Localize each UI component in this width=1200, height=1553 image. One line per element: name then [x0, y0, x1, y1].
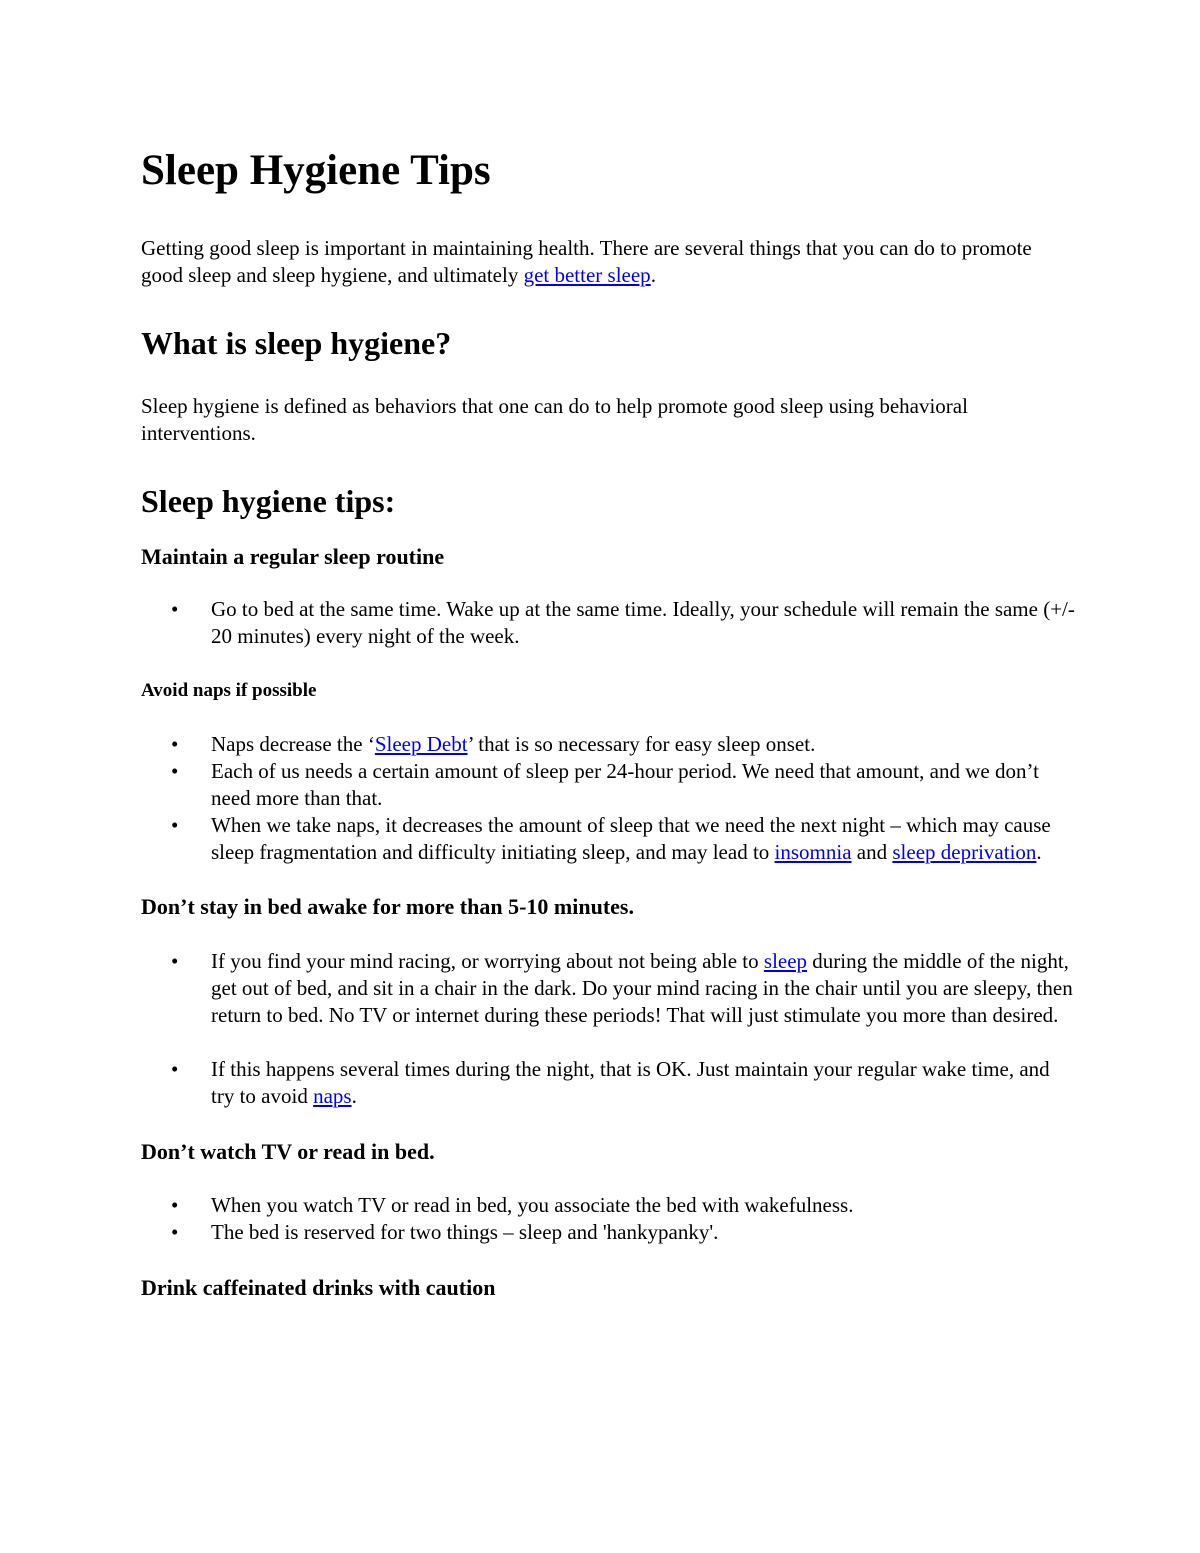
- sleep-debt-link[interactable]: Sleep Debt: [374, 732, 468, 756]
- bullet-icon: •: [171, 949, 179, 973]
- routine-heading: Maintain a regular sleep routine: [141, 544, 445, 569]
- list-item-text: When we take naps, it decreases the amount of sleep that we need the next night – which may cause sleep fragmentation and difficulty initiating sleep, and may lead to: [211, 813, 1051, 864]
- list-item-text: ’ that is so necessary for easy sleep onset.: [467, 732, 816, 756]
- bullet-icon: •: [171, 732, 179, 756]
- get-better-sleep-link[interactable]: get better sleep: [523, 263, 651, 287]
- list-item-text: Naps decrease the ‘: [211, 732, 375, 756]
- bullet-icon: •: [171, 1193, 179, 1217]
- bullet-icon: •: [171, 1220, 179, 1244]
- intro-text-end: .: [650, 263, 656, 287]
- list-item-text: .: [351, 1084, 357, 1108]
- bullet-icon: •: [171, 1057, 179, 1081]
- list-item: [141, 1192, 1076, 1219]
- what-heading: What is sleep hygiene?: [141, 325, 452, 361]
- list-item: [141, 731, 1076, 758]
- naps-heading: Avoid naps if possible: [141, 680, 317, 701]
- bullet-icon: •: [171, 597, 179, 621]
- routine-list: [141, 596, 1076, 650]
- page-title: Sleep Hygiene Tips: [141, 147, 491, 194]
- caffeine-heading: Drink caffeinated drinks with caution: [141, 1275, 496, 1300]
- awake-list: [141, 948, 1076, 1110]
- list-item-text: Go to bed at the same time. Wake up at the same time. Ideally, your schedule will remain the same (+/- 20 minutes) every night of the week.: [211, 597, 1075, 648]
- list-item-text: Each of us needs a certain amount of sleep per 24-hour period. We need that amount, and we don’t need more than that.: [211, 759, 1039, 810]
- intro-paragraph: [141, 235, 1076, 289]
- list-item: [141, 812, 1076, 866]
- list-item: [141, 1056, 1076, 1110]
- insomnia-link[interactable]: insomnia: [774, 840, 852, 864]
- list-item-text: and: [851, 840, 893, 864]
- list-item: [141, 948, 1076, 1029]
- bullet-icon: •: [171, 759, 179, 783]
- list-item: [141, 596, 1076, 650]
- list-item-text: If you find your mind racing, or worrying about not being able to: [211, 949, 764, 973]
- awake-heading: Don’t stay in bed awake for more than 5-10 minutes.: [141, 894, 634, 919]
- list-item: [141, 1219, 1076, 1246]
- what-paragraph: Sleep hygiene is defined as behaviors that one can do to help promote good sleep using behavioral interventions.: [141, 394, 968, 445]
- tv-heading: Don’t watch TV or read in bed.: [141, 1139, 435, 1164]
- tips-heading: Sleep hygiene tips:: [141, 483, 396, 519]
- list-item: [141, 758, 1076, 812]
- list-item-text: The bed is reserved for two things – sleep and 'hankypanky'.: [211, 1220, 719, 1244]
- document-page: [141, 140, 1076, 1303]
- intro-text: Getting good sleep is important in maintaining health. There are several things that you can do to promote good sleep and sleep hygiene, and ultimately: [141, 236, 1032, 287]
- list-item-text: If this happens several times during the night, that is OK. Just maintain your regular wake time, and try to avoid: [211, 1057, 1050, 1108]
- list-item-text: .: [1036, 840, 1042, 864]
- sleep-deprivation-link[interactable]: sleep deprivation: [892, 840, 1037, 864]
- list-item-text: When you watch TV or read in bed, you associate the bed with wakefulness.: [211, 1193, 854, 1217]
- sleep-link[interactable]: sleep: [763, 949, 808, 973]
- tv-list: [141, 1192, 1076, 1246]
- list-item-text: during the middle of the night, get out of bed, and sit in a chair in the dark. Do your mind racing in the chair until you are sleepy, then return to bed. No TV or internet during these periods! That will just stimulate you more than desired.: [211, 949, 1073, 1027]
- bullet-icon: •: [171, 813, 179, 837]
- naps-link[interactable]: naps: [313, 1084, 352, 1108]
- naps-list: [141, 731, 1076, 866]
